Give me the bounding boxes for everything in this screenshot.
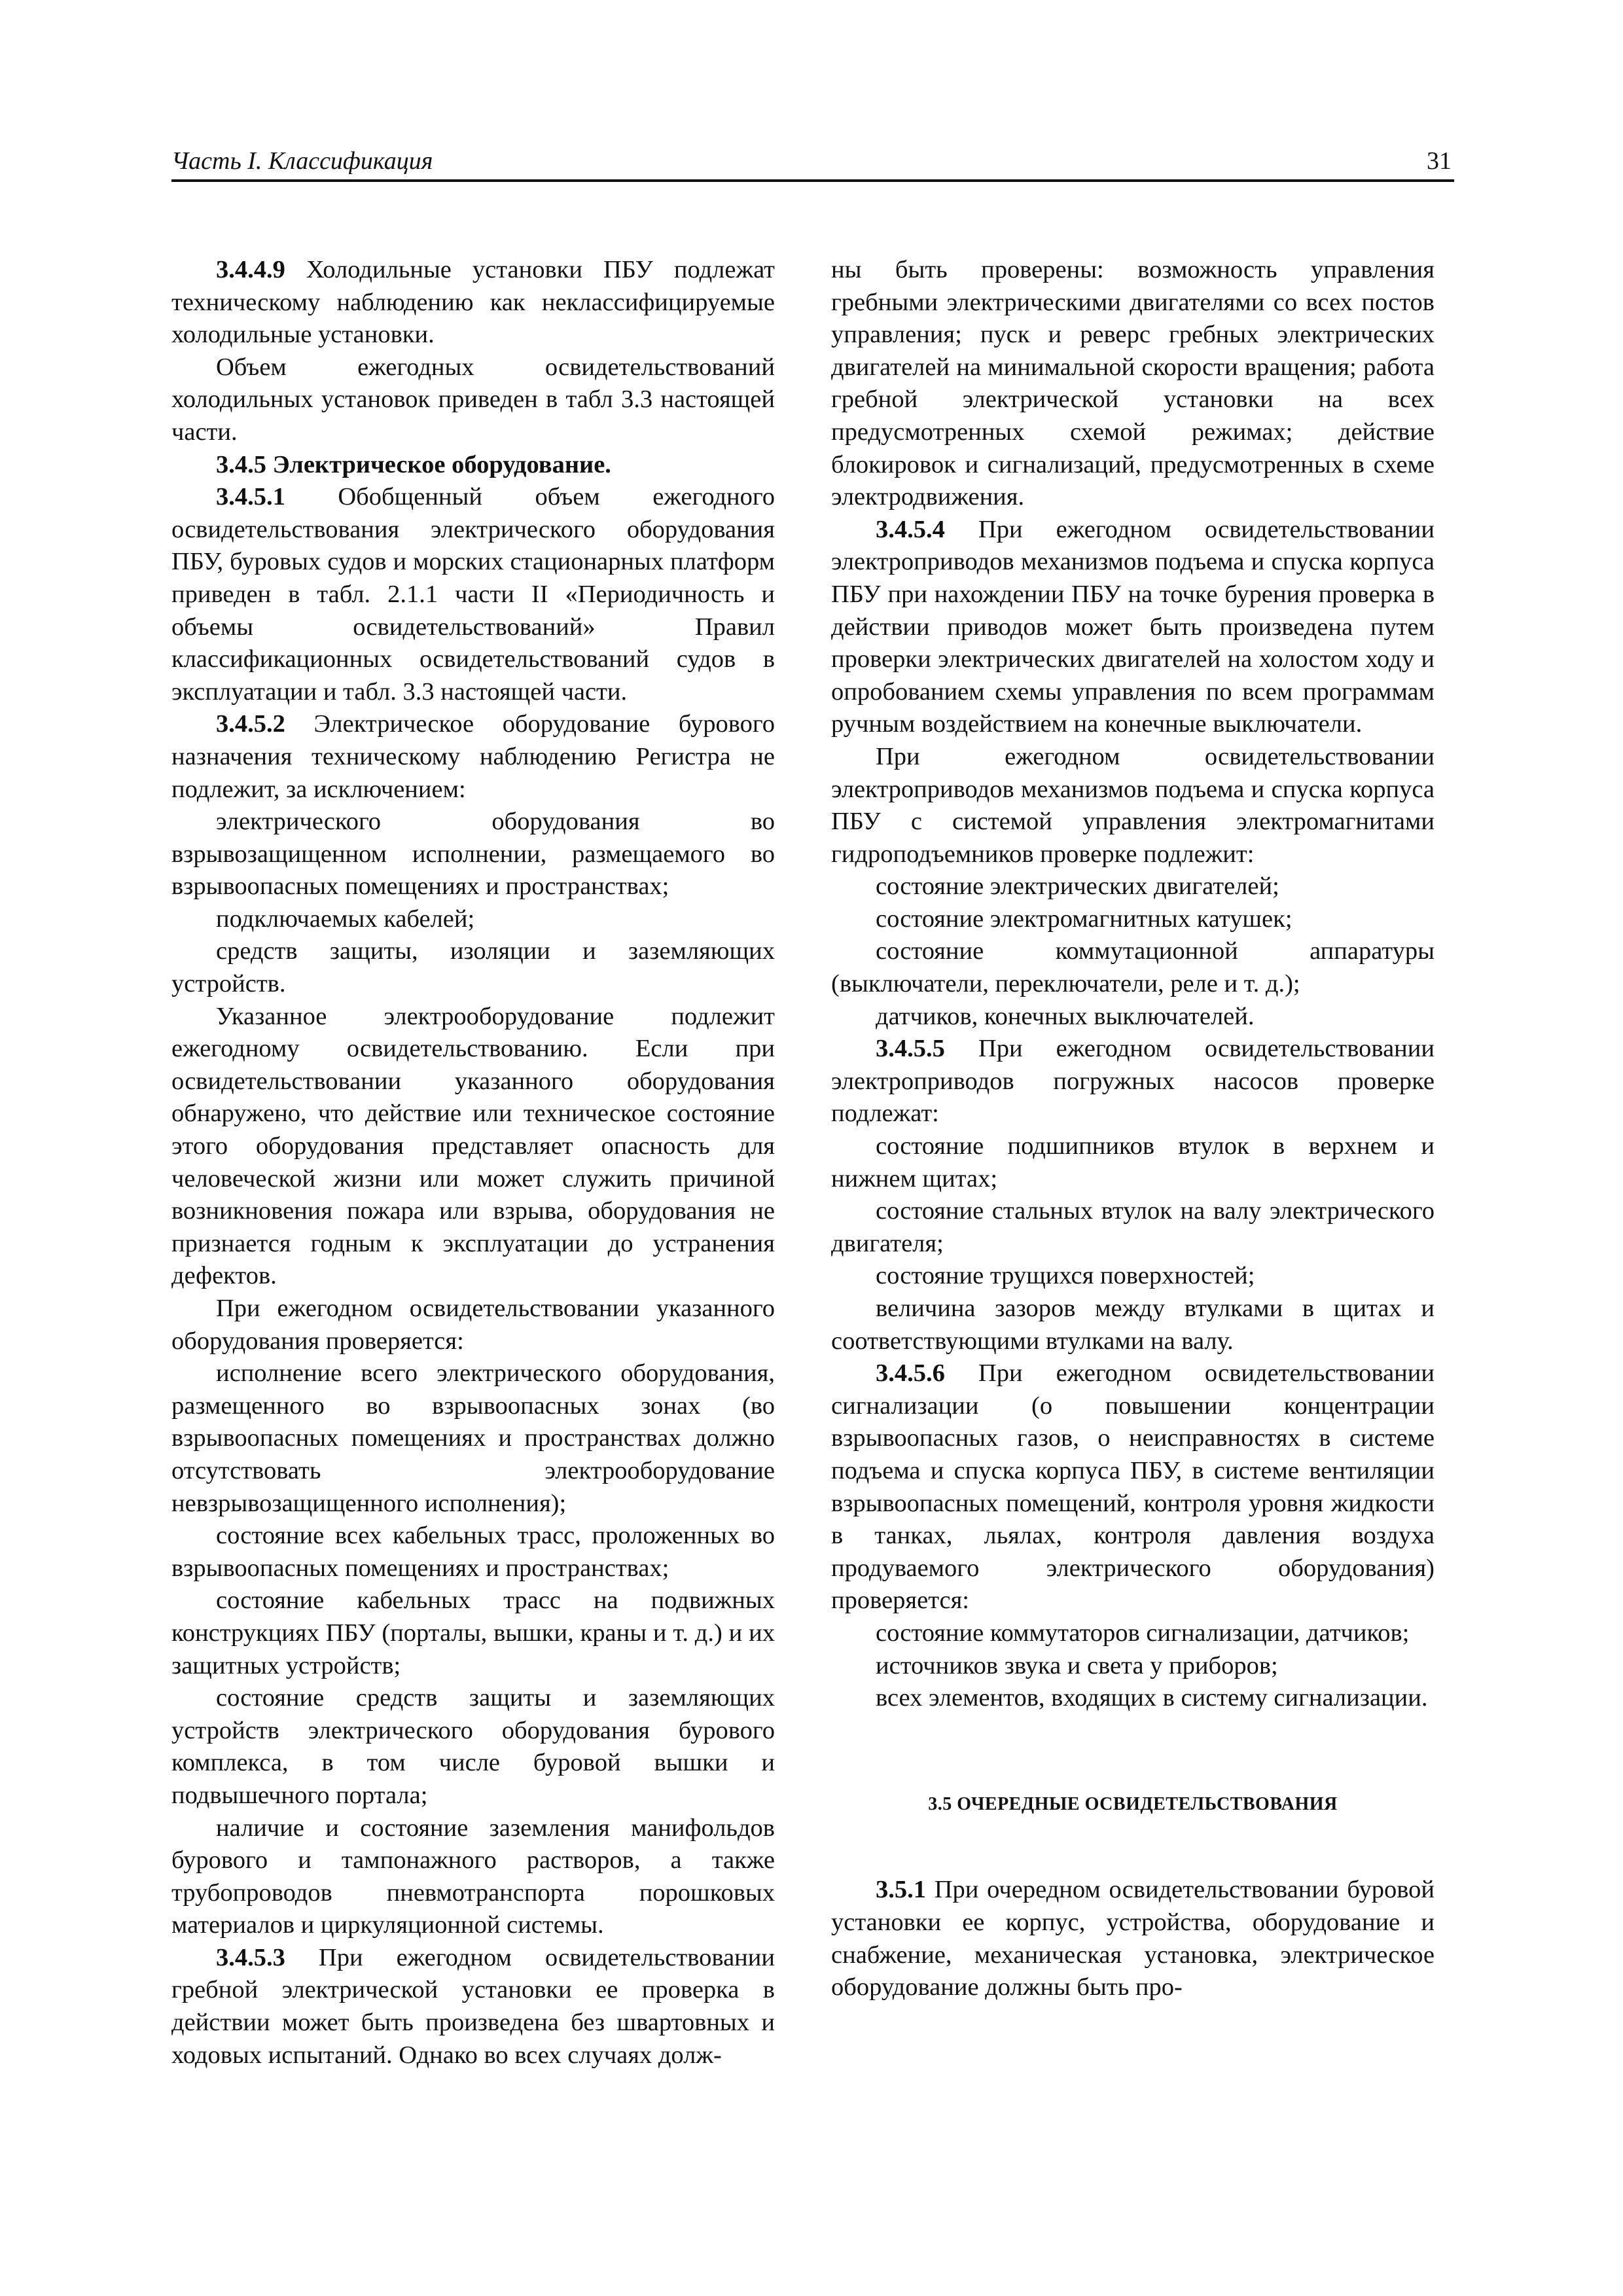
list-item: всех элементов, входящих в систему сигнализации. xyxy=(876,1684,1428,1712)
list-item: исполнение всего электрического оборудования, размещенного во взрывоопасных зонах (во взрывоопасных помещениях и пространствах должно отсутствовать электрооборудование невзрывозащищенного исполнения); xyxy=(171,1359,775,1517)
paragraph: При ежегодном освидетельствовании электроприводов механизмов подъема и спуска корпуса ПБУ с системой управления электромагнитами гидроподъемников проверке подлежит: xyxy=(831,742,1435,868)
paragraph: Объем ежегодных освидетельствований холодильных установок приведен в табл 3.3 настоящей части. xyxy=(171,353,775,446)
list-item: состояние электрических двигателей; xyxy=(876,872,1279,901)
list-item: величина зазоров между втулками в щитах и соответствующими втулками на валу. xyxy=(831,1295,1435,1355)
paragraph: При ежегодном освидетельствовании указанного оборудования проверяется: xyxy=(171,1295,775,1355)
paragraph xyxy=(171,708,775,806)
list-item: состояние средств защиты и заземляющих устройств электрического оборудования бурового комплекса, в том числе буровой вышки и подвышечного портала; xyxy=(171,1684,775,1809)
list-item: состояние коммутаторов сигнализации, датчиков; xyxy=(876,1619,1410,1647)
list-item: состояние всех кабельных трасс, проложенных во взрывоопасных помещениях и пространствах; xyxy=(171,1522,775,1582)
list-item: состояние подшипников втулок в верхнем и нижнем щитах; xyxy=(831,1132,1435,1193)
clause-number: 3.4.4.9 xyxy=(216,256,285,283)
clause-number: 3.4.5.5 xyxy=(876,1035,945,1063)
list-item: средств защиты, изоляции и заземляющих устройств. xyxy=(171,937,775,998)
paragraph-text: При ежегодном освидетельствовании электроприводов погружных насосов проверке подлежат: xyxy=(831,1035,1435,1128)
paragraph-text: Холодильные установки ПБУ подлежат техническому наблюдению как неклассифицируемые холодильные установки. xyxy=(171,256,775,349)
list-item: датчиков, конечных выключателей. xyxy=(876,1002,1255,1030)
list-item: источников звука и света у приборов; xyxy=(876,1651,1278,1679)
paragraph-text: При очередном освидетельствовании буровой установки ее корпус, устройства, оборудование и снабжение, механическая установка, электрическое оборудование должны быть про- xyxy=(831,1876,1435,2001)
list-item: электрического оборудования во взрывозащищенном исполнении, размещаемого во взрывоопасных помещениях и пространствах; xyxy=(171,808,775,901)
paragraph xyxy=(831,1357,1435,1617)
left-column xyxy=(171,254,775,2072)
right-column xyxy=(831,254,1435,2004)
paragraph: Указанное электрооборудование подлежит ежегодному освидетельствованию. Если при освидетельствовании указанного оборудования обнаружено, что действие или техническое состояние этого оборудования представляет опасность для человеческой жизни или может служить причиной возникновения пожара или взрыва, оборудования не признается годным к эксплуатации до устранения дефектов. xyxy=(171,1002,775,1290)
paragraph xyxy=(171,1942,775,2072)
paragraph xyxy=(831,1874,1435,2003)
clause-number: 3.4.5.1 xyxy=(216,483,285,511)
list-item: подключаемых кабелей; xyxy=(216,905,475,933)
paragraph-text: Электрическое оборудование бурового назначения техническому наблюдению Регистра не подлежит, за исключением: xyxy=(171,710,775,803)
list-item: наличие и состояние заземления манифольдов бурового и тампонажного растворов, а также трубопроводов пневмотранспорта порошковых материалов и циркуляционной системы. xyxy=(171,1814,775,1939)
clause-number: 3.4.5.6 xyxy=(876,1359,945,1388)
clause-number: 3.4.5.4 xyxy=(876,515,945,543)
list-item: состояние коммутационной аппаратуры (выключатели, переключатели, реле и т. д.); xyxy=(831,937,1435,998)
page-number: 31 xyxy=(1427,147,1452,175)
paragraph xyxy=(171,254,775,351)
paragraph xyxy=(831,1033,1435,1130)
paragraph-text: Обобщенный объем ежегодного освидетельствования электрического оборудования ПБУ, буровых судов и морских стационарных платформ приведен в табл. 2.1.1 части II «Периодичность и объемы освидетельствований» Правил классификационных освидетельствований судов в эксплуатации и табл. 3.3 настоящей части. xyxy=(171,483,775,706)
paragraph-text: При ежегодном освидетельствовании гребной электрической установки ее проверка в действии может быть произведена без швартовных и ходовых испытаний. Однако во всех случаях долж- xyxy=(171,1943,775,2069)
list-item: состояние электромагнитных катушек; xyxy=(876,905,1293,933)
running-header xyxy=(171,143,1454,182)
section-heading: 3.5 ОЧЕРЕДНЫЕ ОСВИДЕТЕЛЬСТВОВАНИЯ xyxy=(928,1793,1338,1814)
clause-number: 3.5.1 xyxy=(876,1876,926,1904)
list-item: состояние трущихся поверхностей; xyxy=(876,1262,1255,1290)
paragraph-text: При ежегодном освидетельствовании сигнализации (о повышении концентрации взрывоопасных газов, о неисправностях в системе подъема и спуска корпуса ПБУ, в системе вентиляции взрывоопасных помещений, контроля уровня жидкости в танках, льялах, контроля давления воздуха продуваемого электрического оборудования) проверяется: xyxy=(831,1359,1435,1615)
clause-number: 3.4.5.2 xyxy=(216,710,285,738)
paragraph-text: При ежегодном освидетельствовании электроприводов механизмов подъема и спуска корпуса ПБУ при нахождении ПБУ на точке бурения проверка в действии приводов может быть произведена путем проверки электрических двигателей на холостом ходу и опробованием схемы управления по всем программам ручным воздействием на конечные выключатели. xyxy=(831,515,1435,738)
paragraph xyxy=(171,481,775,708)
list-item: состояние кабельных трасс на подвижных конструкциях ПБУ (порталы, вышки, краны и т. д.) и их защитных устройств; xyxy=(171,1587,775,1679)
header-title: Часть I. Классификация xyxy=(171,147,433,175)
list-item: состояние стальных втулок на валу электрического двигателя; xyxy=(831,1197,1435,1257)
paragraph xyxy=(831,514,1435,741)
paragraph: ны быть проверены: возможность управления гребными электрическими двигателями со всех постов управления; пуск и реверс гребных электрических двигателей на минимальной скорости вращения; работа гребной электрической установки на всех предусмотренных схемой режимах; действие блокировок и сигнализаций, предусмотренных в схеме электродвижения. xyxy=(831,256,1435,511)
section-subheading: 3.4.5 Электрическое оборудование. xyxy=(216,450,611,478)
clause-number: 3.4.5.3 xyxy=(216,1943,285,1971)
